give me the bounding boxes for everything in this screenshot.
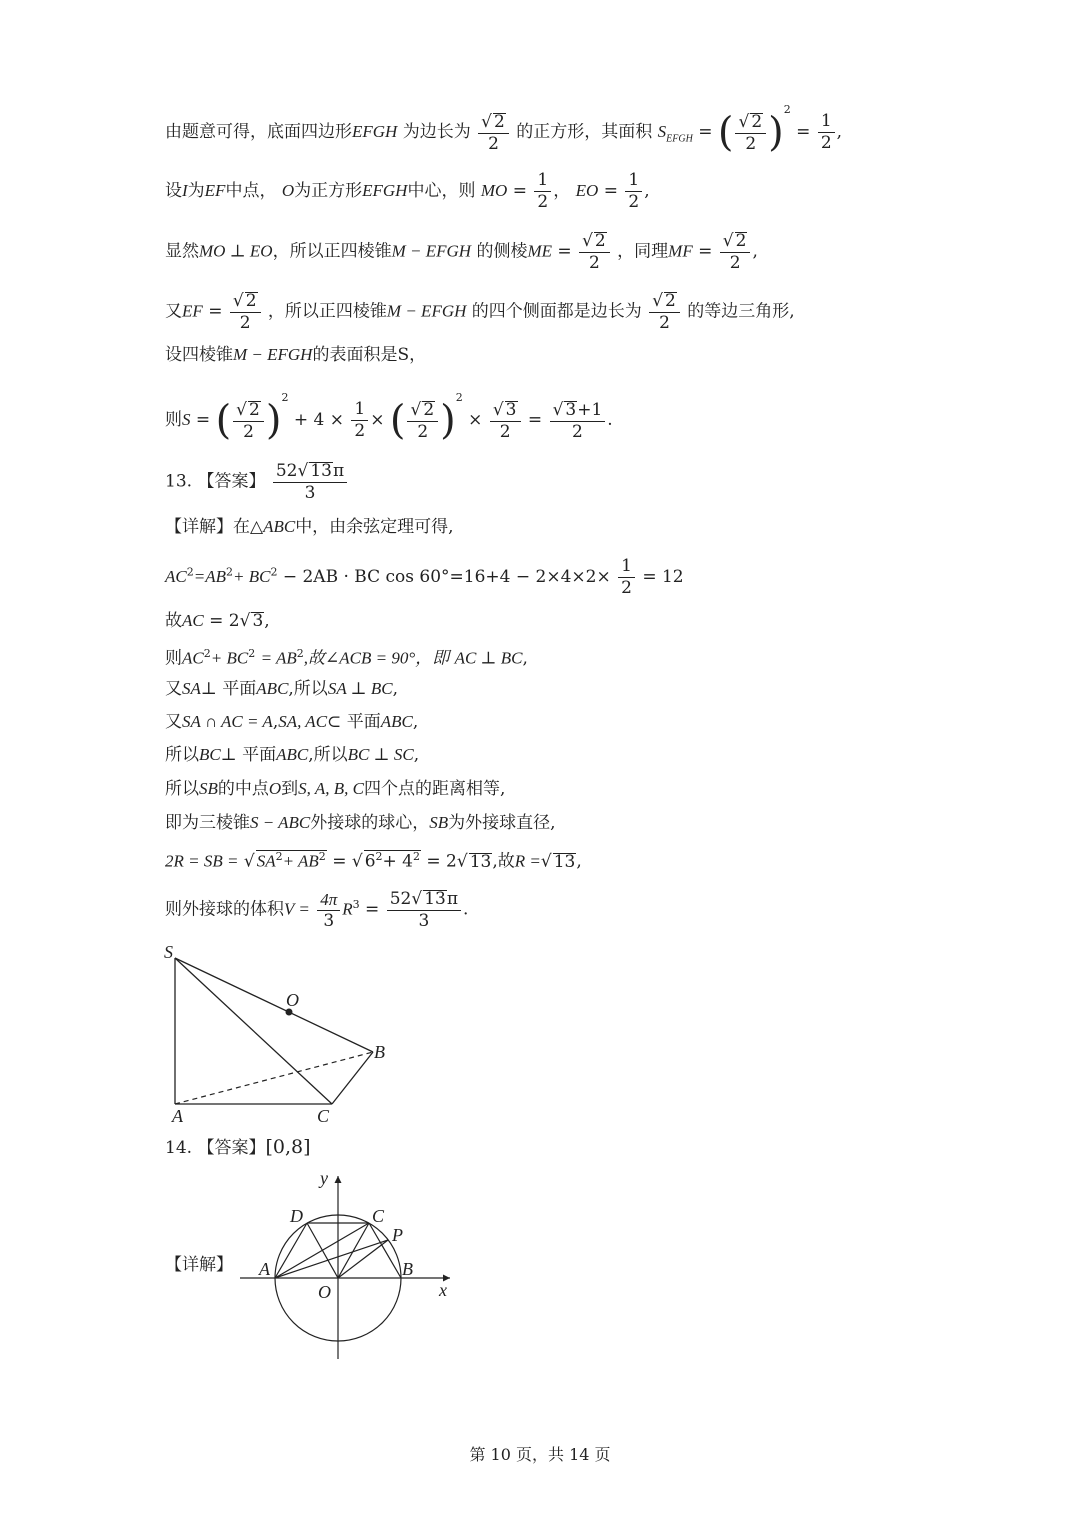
text: 显然 — [165, 241, 199, 262]
text: 所以 — [165, 745, 199, 765]
equals: = — [527, 410, 543, 430]
equals: = — [332, 851, 347, 872]
math-expr: S − ABC — [250, 813, 311, 832]
left-paren: ( — [215, 397, 232, 444]
text: ⊥ 平面 — [200, 679, 257, 699]
fraction-sqrt2-over-2: $\frac{√ 2}{2}$ — [720, 232, 751, 272]
fraction-sqrt2-over-2: $\frac{√ 2}{2}$ — [233, 401, 264, 441]
math-expr: 2R = SB = — [165, 851, 239, 871]
label-C: C — [317, 1106, 330, 1126]
equals: = — [603, 181, 618, 201]
right-paren: ) — [265, 397, 282, 444]
math-expr: SA ∩ AC = A — [182, 712, 273, 731]
left-paren: ( — [389, 397, 406, 444]
text-line-4 — [165, 292, 795, 332]
label-O: O — [318, 1282, 331, 1302]
math-var: SA — [182, 679, 201, 698]
equals: = — [208, 301, 223, 322]
math-expr: R = — [514, 851, 541, 871]
text: , — [522, 648, 528, 669]
math-var: MO — [480, 181, 508, 200]
page-footer: 第 10 页，共 14 页 — [469, 1445, 611, 1464]
fraction-sqrt2-over-2: $\frac{√ 2}{2}$ — [735, 113, 766, 153]
math-var: AC — [182, 611, 204, 630]
math-expr: SA, AC — [278, 712, 328, 731]
math-var: EFGH — [352, 122, 398, 141]
text: 【详解】 — [165, 1255, 233, 1275]
text: 即为三棱锥 — [165, 813, 250, 833]
operator: + 4 × — [293, 410, 344, 430]
fraction-sqrt3-plus-1-over-2: $\frac{√ 3+1}{2}$ — [550, 401, 606, 441]
segment-AD — [275, 1223, 307, 1278]
fraction-4pi-over-3: $\frac{4\pi}{3}$ — [317, 891, 340, 930]
detail-line-4 — [165, 648, 528, 668]
question-label: 14. 【答案】 — [165, 1138, 266, 1158]
figure-circle — [240, 1164, 470, 1364]
label-D: D — [290, 1206, 303, 1226]
equals: = — [195, 410, 211, 430]
text: 的等边三角形, — [687, 301, 795, 322]
fraction-sqrt2-over-2: $\frac{√ 2}{2}$ — [579, 232, 610, 272]
math-var: O — [281, 181, 295, 200]
math-var: ABC — [263, 517, 296, 536]
exponent: 2 — [270, 565, 278, 579]
text: , — [412, 712, 419, 732]
exponent: 2 — [296, 647, 304, 660]
label-x: x — [439, 1280, 447, 1300]
text: 中点， — [225, 181, 277, 201]
exponent: 2 — [186, 565, 194, 579]
fraction-sqrt2-over-2: $\frac{√ 2}{2}$ — [407, 401, 438, 441]
label-B: B — [374, 1042, 385, 1062]
fraction-one-half: $\frac{1}{2}$ — [618, 558, 635, 597]
text: ,所以 — [288, 679, 328, 699]
right-paren: ) — [440, 397, 456, 444]
math-var: =AB — [193, 567, 226, 586]
figure-tetrahedron — [160, 938, 400, 1128]
text: ,所以 — [308, 745, 348, 765]
detail-line-5 — [165, 680, 398, 698]
math-expr: V = — [284, 899, 310, 919]
math-var: S — [182, 410, 191, 429]
comma: ， — [553, 181, 571, 201]
operator: × — [468, 410, 483, 430]
fraction-sqrt2-over-2: $\frac{√ 2}{2}$ — [649, 292, 680, 332]
math-expr: M − EFGH — [386, 301, 467, 321]
detail-line-9 — [165, 814, 556, 832]
text: ，所以正四棱锥 — [267, 301, 387, 322]
text: 中心，则 — [407, 181, 476, 201]
math-expr: MO ⊥ EO — [199, 241, 273, 261]
text: ⊂ 平面 — [327, 712, 381, 732]
fraction-one-half: $\frac{1}{2}$ — [818, 113, 835, 152]
exponent: 2 — [455, 391, 463, 404]
detail-line-8 — [165, 780, 505, 798]
text: 到 — [281, 779, 299, 799]
detail-line-6 — [165, 713, 418, 731]
text: 的表面积是S， — [312, 345, 427, 365]
question-label: 13. 【答案】 — [165, 471, 266, 492]
comma: , — [752, 241, 758, 262]
equals: = — [698, 122, 713, 142]
fraction-one-half: $\frac{1}{2}$ — [625, 172, 642, 211]
text: 所以 — [165, 779, 199, 799]
text: 又 — [165, 301, 182, 322]
text: ⊥ 平面 — [220, 745, 277, 765]
label-A: A — [259, 1259, 270, 1279]
right-paren: ) — [768, 109, 784, 156]
edge-AB-dashed — [175, 1052, 373, 1104]
fraction-sqrt3-over-2: $\frac{√ 3}{2}$ — [490, 401, 521, 441]
text-line-1 — [165, 103, 843, 156]
equals: = — [512, 181, 527, 201]
math-expr: BC ⊥ SC — [347, 745, 414, 764]
math-var: SB — [199, 779, 218, 798]
text-line-3 — [165, 232, 758, 272]
text: 为外接球直径, — [448, 813, 556, 833]
text: , — [576, 851, 582, 872]
text: 为边长为 — [402, 122, 471, 142]
math-var: I — [182, 181, 188, 200]
label-P: P — [392, 1225, 403, 1245]
question-13-answer — [165, 462, 349, 502]
text-line-5 — [165, 346, 426, 364]
question-14-detail — [165, 1257, 233, 1274]
radical: $SA^2+ AB^2$ — [256, 850, 326, 871]
text: 设 — [165, 181, 182, 201]
detail-line-7 — [165, 746, 419, 764]
math-expr: M − EFGH — [391, 241, 472, 261]
text: 外接球的球心， — [310, 813, 430, 833]
text: 由题意可得，底面四边形 — [165, 122, 352, 142]
math-expr: = 2 — [426, 851, 457, 872]
math-var: ABC — [256, 679, 289, 698]
answer-value: [0,8] — [265, 1136, 311, 1158]
math-var: EF — [182, 301, 203, 321]
equals: = — [796, 122, 811, 142]
math-var: S — [657, 122, 667, 141]
math-subscript: EFGH — [666, 133, 693, 145]
text: , — [264, 611, 270, 631]
text: 又 — [165, 679, 182, 699]
radicand: 13 — [553, 851, 576, 872]
exponent: 2 — [783, 103, 791, 116]
text: , — [413, 745, 420, 765]
fraction-sqrt2-over-2: $\frac{√ 2}{2}$ — [478, 113, 509, 153]
text: 为正方形 — [294, 181, 363, 201]
text: 则 — [165, 648, 182, 669]
text: 设四棱锥 — [165, 345, 233, 365]
detail-line-11 — [165, 890, 468, 930]
math-var: EFGH — [362, 181, 408, 200]
text: , — [272, 712, 279, 732]
equals: = — [365, 899, 380, 920]
detail-line-2 — [165, 558, 684, 597]
fraction-sqrt2-over-2: $\frac{√ 2}{2}$ — [230, 292, 261, 332]
answer-fraction: $\frac{52√ 13\pi}{3}$ — [387, 890, 461, 930]
math-var: = AB — [260, 648, 297, 668]
comma: , — [836, 122, 843, 142]
math-var: ABC — [380, 712, 413, 731]
edge-SC — [175, 958, 332, 1104]
comma: , — [644, 181, 650, 201]
operator: × — [370, 410, 385, 430]
period: . — [607, 410, 613, 430]
segment-OP — [338, 1240, 388, 1278]
label-A: A — [172, 1106, 183, 1126]
math-var: + BC — [232, 567, 271, 586]
label-y: y — [320, 1168, 328, 1188]
text: , — [392, 679, 399, 699]
math-var: ME — [527, 241, 553, 261]
text-line-6 — [165, 391, 613, 444]
fraction-one-half: $\frac{1}{2}$ — [351, 401, 368, 440]
exponent: 2 — [203, 647, 211, 660]
math-expr: − 2AB · BC cos 60°=16+4 − 2×4×2× — [282, 567, 611, 587]
math-expr: AC ⊥ BC — [454, 648, 523, 668]
detail-line-1 — [165, 518, 454, 536]
math-expr: M − EFGH — [233, 345, 313, 364]
text: 的四个侧面都是边长为 — [471, 301, 642, 322]
equals: = — [557, 241, 572, 262]
math-var: AC — [182, 648, 204, 668]
text: 中，由余弦定理可得, — [295, 517, 454, 537]
math-var: MF — [668, 241, 693, 261]
left-paren: ( — [717, 109, 734, 156]
text: 的正方形，其面积 — [516, 122, 653, 142]
text: 故 — [165, 611, 182, 631]
radicand: 13 — [469, 851, 492, 872]
label-C: C — [372, 1206, 385, 1226]
detail-line-10: 2R = SB = √ $SA^2+ AB^2$ = √ $6^2+ 4^2 = 2√$ 13,故R =√ 13, — [165, 850, 582, 872]
edge-CB — [332, 1052, 373, 1104]
period: . — [463, 899, 469, 920]
exponent: 2 — [225, 565, 233, 579]
text: 为 — [187, 181, 205, 201]
math-var: EO — [575, 181, 599, 200]
math-expr: = 12 — [642, 567, 684, 587]
text: 四个点的距离相等, — [363, 779, 506, 799]
fraction-one-half: $\frac{1}{2}$ — [534, 172, 551, 211]
equals: = — [698, 241, 713, 262]
radicand: 3 — [252, 611, 264, 631]
answer-fraction: $\frac{52√ 13\pi}{3}$ — [273, 462, 347, 502]
label-S: S — [164, 942, 173, 962]
math-expr: = 2 — [209, 611, 240, 631]
exponent: 2 — [281, 391, 289, 404]
edge-SB — [175, 958, 373, 1052]
math-var: EF — [204, 181, 226, 200]
math-var: + BC — [210, 648, 249, 668]
text-line-2 — [165, 172, 650, 211]
text: 的侧棱 — [476, 241, 528, 262]
math-expr: SA ⊥ BC — [327, 679, 393, 698]
question-14-answer — [165, 1138, 311, 1157]
math-var: R — [342, 899, 353, 919]
math-var: AC — [165, 567, 187, 586]
math-expr: ,故∠ACB = 90°，即 — [303, 648, 450, 668]
text: 【详解】在△ — [165, 517, 264, 537]
text: ，同理 — [617, 241, 669, 262]
text: 则 — [165, 410, 182, 430]
exponent: 2 — [248, 647, 256, 660]
math-var: ABC — [276, 745, 309, 764]
segment-OC — [338, 1223, 369, 1278]
math-var: BC — [199, 745, 221, 764]
label-O: O — [286, 990, 299, 1010]
text: 的中点 — [217, 779, 269, 799]
text: ，所以正四棱锥 — [272, 241, 392, 262]
radical: $6^2+ 4^2$ — [364, 850, 420, 872]
segment-AP — [275, 1240, 388, 1278]
text: ,故 — [492, 851, 515, 872]
math-var: SB — [429, 813, 449, 832]
math-expr: S, A, B, C — [298, 779, 364, 798]
math-var: O — [268, 779, 282, 798]
text: 又 — [165, 712, 182, 732]
detail-line-3: 故AC = 2√ 3, — [165, 611, 270, 631]
text: 则外接球的体积 — [165, 899, 284, 920]
label-B: B — [402, 1259, 413, 1279]
exponent: 3 — [352, 897, 360, 911]
